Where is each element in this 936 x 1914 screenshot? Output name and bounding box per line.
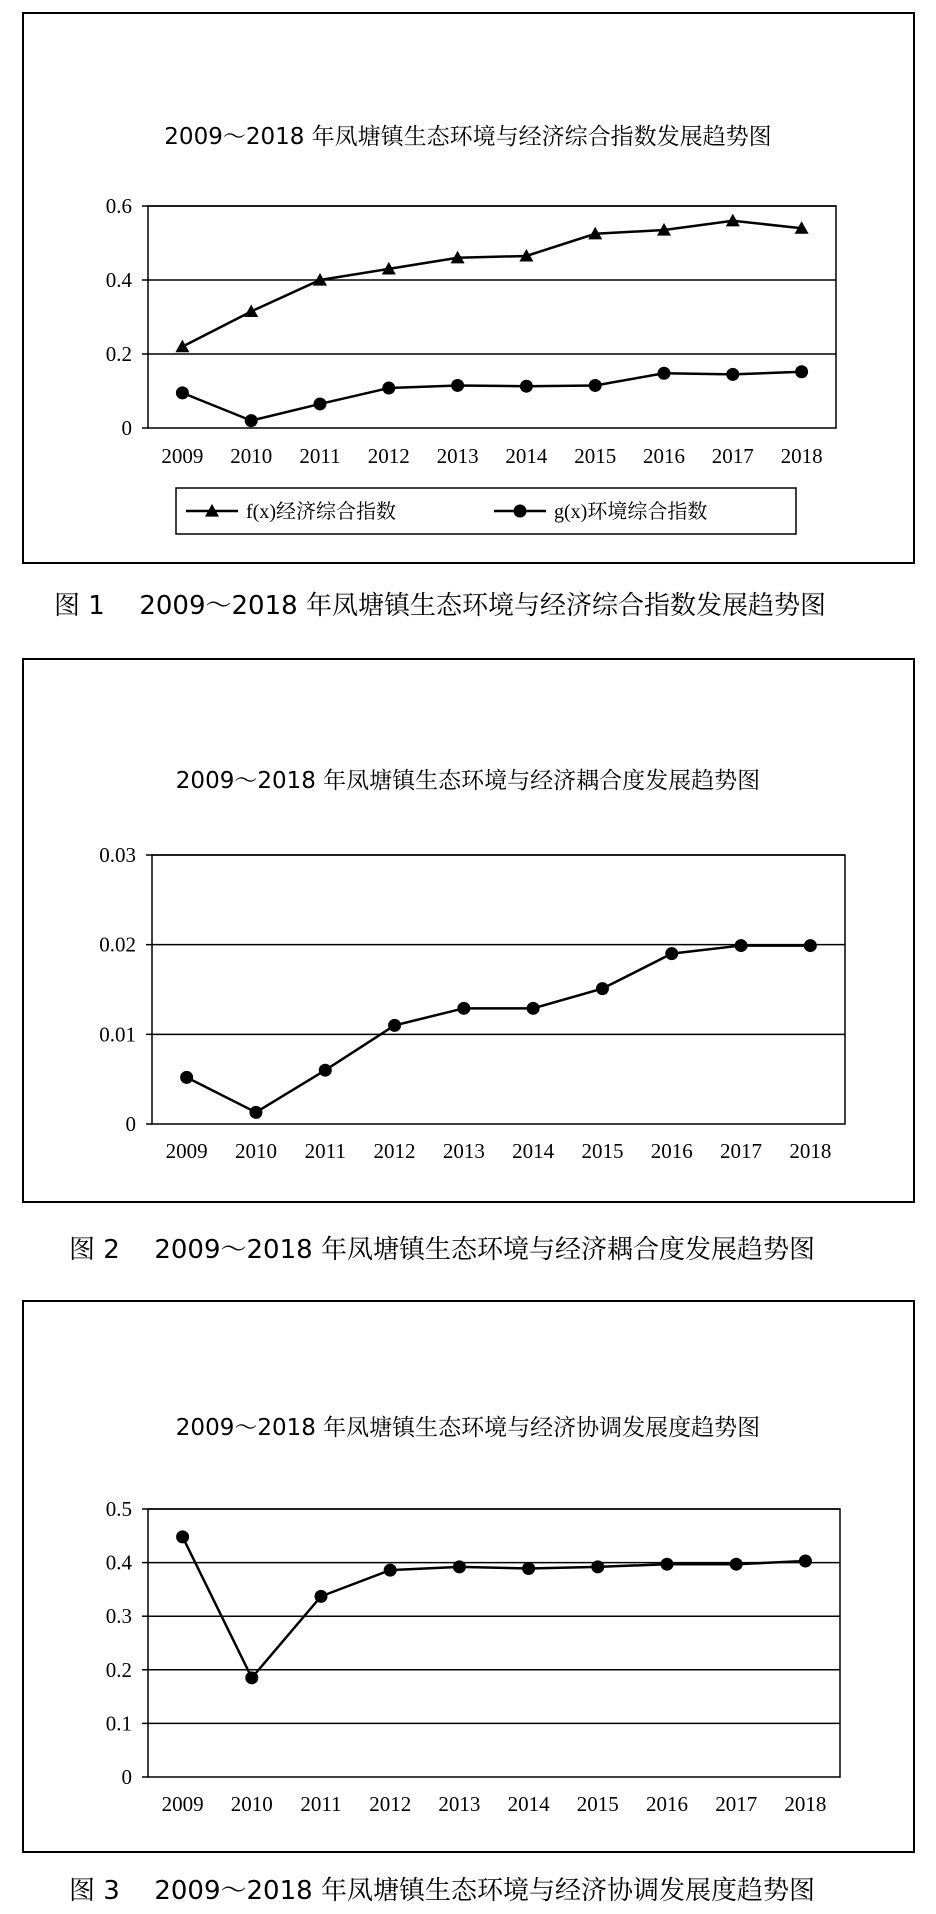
data-point xyxy=(453,1560,466,1573)
figure-3-caption xyxy=(69,1870,815,1907)
x-tick-label: 2009 xyxy=(161,444,204,468)
data-point xyxy=(730,1558,743,1571)
chart-title: 2009～2018 年凤塘镇生态环境与经济综合指数发展趋势图 xyxy=(164,124,772,150)
y-tick-label: 0.4 xyxy=(105,268,132,292)
y-tick-label: 0 xyxy=(121,1765,132,1789)
data-point xyxy=(176,1530,189,1543)
figure-3-caption-label: 图 3 xyxy=(69,1876,120,1906)
y-tick-label: 0 xyxy=(125,1112,136,1136)
y-tick-label: 0.01 xyxy=(99,1022,136,1047)
y-tick-label: 0.3 xyxy=(105,1604,132,1629)
y-tick-label: 0.4 xyxy=(105,1550,132,1575)
data-point xyxy=(384,1564,397,1577)
data-point xyxy=(315,1590,328,1603)
legend-label: g(x)环境综合指数 xyxy=(554,501,708,523)
x-tick-label: 2011 xyxy=(300,1792,342,1816)
x-tick-label: 2013 xyxy=(436,444,479,468)
y-tick-label: 0.5 xyxy=(105,1497,132,1521)
x-tick-label: 2009 xyxy=(161,1792,204,1816)
x-tick-label: 2017 xyxy=(715,1792,758,1816)
data-point xyxy=(245,1671,258,1684)
x-tick-label: 2010 xyxy=(230,1792,273,1816)
x-tick-label: 2016 xyxy=(650,1139,693,1163)
x-tick-label: 2010 xyxy=(230,444,273,468)
x-tick-label: 2015 xyxy=(574,444,617,468)
x-tick-label: 2013 xyxy=(438,1792,481,1816)
x-tick-label: 2018 xyxy=(784,1792,827,1816)
y-tick-label: 0.02 xyxy=(99,932,136,957)
x-tick-label: 2012 xyxy=(367,444,410,468)
x-tick-label: 2014 xyxy=(512,1139,555,1163)
figure-1-caption-text: 2009～2018 年凤塘镇生态环境与经济综合指数发展趋势图 xyxy=(139,591,826,621)
x-tick-label: 2018 xyxy=(789,1139,832,1163)
x-tick-label: 2009 xyxy=(165,1139,208,1163)
y-tick-label: 0.6 xyxy=(105,194,132,218)
x-tick-label: 2016 xyxy=(643,444,685,468)
x-tick-label: 2017 xyxy=(720,1139,763,1163)
x-tick-label: 2012 xyxy=(373,1139,416,1163)
chart-title: 2009～2018 年凤塘镇生态环境与经济协调发展度趋势图 xyxy=(175,1415,761,1441)
x-tick-label: 2014 xyxy=(507,1792,550,1816)
x-tick-label: 2016 xyxy=(646,1792,688,1816)
chart-title: 2009～2018 年凤塘镇生态环境与经济耦合度发展趋势图 xyxy=(175,768,761,794)
x-tick-label: 2012 xyxy=(369,1792,412,1816)
y-tick-label: 0 xyxy=(121,416,132,440)
series-line-1 xyxy=(183,1537,806,1678)
x-tick-label: 2014 xyxy=(505,444,548,468)
x-tick-label: 2015 xyxy=(576,1792,619,1816)
data-point xyxy=(591,1560,604,1573)
x-tick-label: 2018 xyxy=(780,444,823,468)
y-tick-label: 0.2 xyxy=(105,342,132,366)
figure-2-caption-text: 2009～2018 年凤塘镇生态环境与经济耦合度发展趋势图 xyxy=(154,1235,815,1265)
figure-1-caption-label: 图 1 xyxy=(54,591,105,621)
data-point xyxy=(661,1558,674,1571)
x-tick-label: 2013 xyxy=(442,1139,485,1163)
x-tick-label: 2011 xyxy=(299,444,341,468)
plot-area xyxy=(148,1509,840,1777)
chart-3 xyxy=(106,1415,840,1816)
x-tick-label: 2010 xyxy=(234,1139,277,1163)
y-tick-label: 0.2 xyxy=(105,1657,132,1682)
figure-3-caption-text: 2009～2018 年凤塘镇生态环境与经济协调发展度趋势图 xyxy=(154,1876,815,1906)
y-tick-label: 0.1 xyxy=(105,1711,132,1736)
x-tick-label: 2015 xyxy=(581,1139,624,1163)
y-tick-label: 0.03 xyxy=(99,843,136,867)
data-point xyxy=(522,1562,535,1575)
x-tick-label: 2017 xyxy=(711,444,754,468)
legend-label: f(x)经济综合指数 xyxy=(246,501,396,523)
data-point xyxy=(799,1554,812,1567)
x-tick-label: 2011 xyxy=(304,1139,346,1163)
figure-2-caption-label: 图 2 xyxy=(69,1235,120,1265)
